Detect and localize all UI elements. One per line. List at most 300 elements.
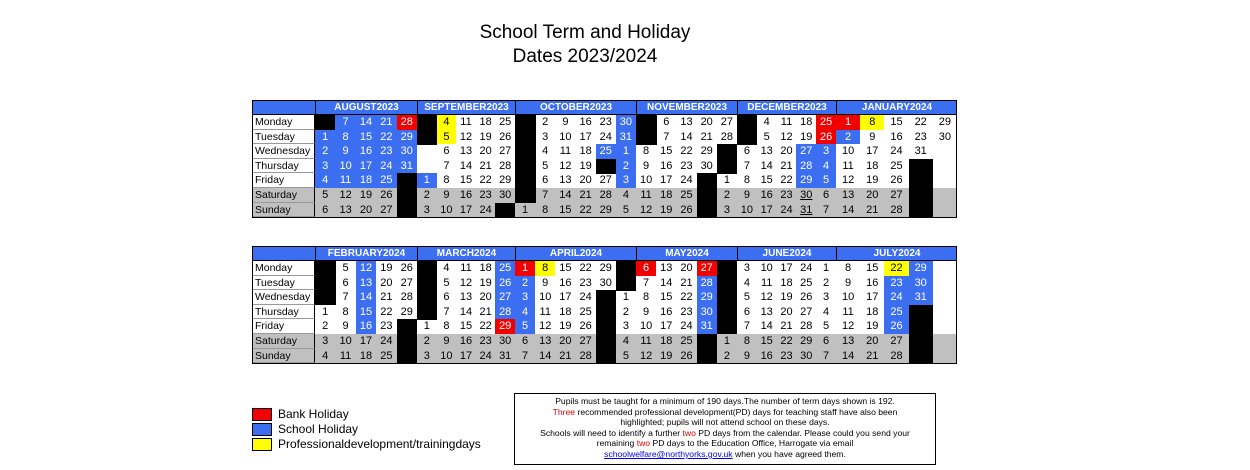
- school-holiday-date: 27: [796, 144, 816, 159]
- school-holiday-date: 9: [335, 144, 355, 159]
- date-cell: [417, 159, 437, 174]
- date-cell: 16: [890, 130, 903, 143]
- date-cell: 24: [579, 291, 592, 304]
- date-cell: 9: [342, 320, 349, 333]
- pd-day-date: 22: [884, 261, 908, 276]
- date-cell: 5: [622, 349, 629, 362]
- note-text: Schools will need to identify a further: [540, 427, 683, 438]
- blackout-cell: [909, 188, 934, 203]
- date-cell: 28: [579, 349, 592, 362]
- date-cell: 17: [660, 174, 673, 187]
- date-cell: 15: [660, 145, 673, 158]
- bank-holiday-date: 1: [836, 115, 860, 130]
- note-highlight: two: [682, 427, 696, 438]
- school-holiday-date: 30: [697, 305, 717, 320]
- school-holiday-date: 8: [335, 130, 355, 145]
- date-cell: 9: [443, 335, 450, 347]
- date-cell: 28: [890, 203, 903, 216]
- date-cell: 6: [443, 291, 450, 304]
- date-cell: 16: [459, 189, 473, 201]
- school-holiday-date: 10: [335, 159, 355, 174]
- date-cell: 26: [800, 291, 813, 304]
- date-cell: 12: [639, 349, 653, 362]
- date-cell: 24: [800, 262, 813, 274]
- school-holiday-date: 31: [697, 319, 717, 334]
- school-holiday-date: 23: [884, 276, 908, 291]
- date-cell: 26: [400, 262, 413, 274]
- date-cell: 3: [743, 262, 750, 274]
- date-cell: 9: [542, 276, 549, 289]
- bank-holiday-date: 25: [816, 115, 836, 130]
- school-holiday-date: 25: [596, 144, 616, 159]
- date-cell: 23: [680, 305, 693, 318]
- month-header: APRIL2024: [515, 246, 636, 261]
- school-holiday-date: 15: [356, 305, 376, 320]
- school-holiday-date: 29: [697, 290, 717, 305]
- date-cell: 5: [763, 130, 770, 143]
- date-cell: 6: [823, 335, 830, 347]
- date-cell: 1: [423, 320, 430, 333]
- date-cell: 25: [680, 189, 693, 201]
- date-cell: 6: [522, 335, 529, 347]
- school-holiday-date: 13: [356, 276, 376, 291]
- date-cell: 8: [743, 335, 750, 347]
- blackout-cell: [417, 290, 437, 305]
- date-cell: 22: [914, 116, 927, 128]
- school-holiday-date: 26: [495, 276, 515, 291]
- date-cell: 4: [443, 262, 450, 274]
- date-cell: 18: [866, 159, 879, 172]
- note-line: [515, 449, 935, 460]
- blackout-cell: [596, 334, 617, 349]
- blackout-cell: [596, 349, 617, 364]
- date-cell: 17: [579, 130, 592, 143]
- date-cell: 15: [890, 116, 903, 128]
- date-cell: 15: [559, 203, 572, 216]
- note-text: remaining: [596, 438, 637, 449]
- date-cell: 29: [700, 145, 713, 158]
- date-cell: 11: [559, 145, 572, 158]
- date-cell: 11: [760, 276, 773, 289]
- blackout-cell: [737, 130, 757, 145]
- date-cell: 19: [479, 276, 492, 289]
- date-cell: 25: [890, 159, 903, 172]
- school-holiday-date: 4: [315, 173, 335, 188]
- date-cell: 12: [559, 159, 572, 172]
- date-cell: 8: [443, 320, 450, 333]
- school-holiday-date: 23: [376, 144, 396, 159]
- date-cell: 19: [359, 189, 373, 201]
- date-cell: 10: [339, 335, 352, 347]
- blackout-cell: [315, 290, 336, 305]
- day-label: Sunday: [252, 349, 315, 364]
- blackout-cell: [417, 276, 437, 291]
- blackout-cell: [616, 261, 637, 276]
- date-cell: 14: [760, 320, 773, 333]
- date-cell: 6: [823, 189, 830, 201]
- date-cell: 23: [479, 335, 492, 347]
- date-cell: 4: [542, 145, 549, 158]
- date-cell: 4: [622, 189, 629, 201]
- school-holiday-date: 3: [616, 173, 636, 188]
- blackout-cell: [697, 203, 718, 218]
- school-holiday-date: 3: [315, 159, 335, 174]
- blackout-cell: [717, 305, 738, 320]
- date-cell: 2: [423, 335, 430, 347]
- date-cell: 20: [380, 276, 393, 289]
- blackout-cell: [417, 305, 437, 320]
- pd-day-date: 5: [437, 130, 457, 145]
- school-holiday-date: 29: [796, 173, 816, 188]
- blackout-cell: [397, 203, 418, 218]
- date-cell: 8: [643, 145, 650, 158]
- date-cell: 9: [743, 189, 750, 201]
- date-cell: 16: [579, 116, 592, 128]
- date-cell: 13: [539, 335, 552, 347]
- date-cell: 20: [700, 116, 713, 128]
- date-cell: 13: [680, 116, 693, 128]
- legend-label: School Holiday: [278, 422, 359, 436]
- date-cell: 6: [342, 276, 349, 289]
- blackout-cell: [417, 130, 437, 145]
- note-highlight: Three: [552, 406, 576, 417]
- date-cell: 12: [780, 130, 793, 143]
- date-cell: 24: [599, 130, 612, 143]
- date-cell: 8: [845, 262, 852, 274]
- date-cell: 2: [723, 349, 730, 362]
- day-label: Friday: [252, 173, 315, 188]
- date-cell: 20: [579, 174, 592, 187]
- legend-label: Bank Holiday: [278, 407, 349, 421]
- date-cell: 16: [660, 305, 673, 318]
- date-cell: 22: [780, 335, 793, 347]
- date-cell: 16: [760, 349, 773, 362]
- date-cell: 12: [841, 174, 855, 187]
- date-cell: 7: [542, 189, 549, 201]
- day-label: Wednesday: [252, 144, 315, 159]
- day-label: Tuesday: [252, 130, 315, 145]
- date-cell: 3: [823, 291, 830, 304]
- bank-holiday-date: 29: [495, 319, 515, 334]
- date-cell: 14: [539, 349, 552, 362]
- date-cell: 27: [400, 276, 413, 289]
- blackout-cell: [717, 144, 738, 159]
- blackout-cell: [697, 349, 718, 364]
- day-label: Saturday: [252, 188, 315, 203]
- date-cell: 9: [562, 116, 569, 128]
- date-cell: 13: [459, 145, 473, 158]
- date-cell: 3: [622, 320, 629, 333]
- date-cell: 4: [322, 349, 329, 362]
- date-cell: 20: [479, 145, 492, 158]
- school-holiday-date: 11: [335, 173, 355, 188]
- date-cell: 1: [522, 203, 529, 216]
- date-cell: 25: [800, 276, 813, 289]
- date-cell: 27: [800, 305, 813, 318]
- date-cell: 19: [380, 262, 393, 274]
- date-cell: 10: [740, 203, 754, 216]
- date-cell: 9: [643, 305, 650, 318]
- date-cell: 28: [800, 320, 813, 333]
- date-cell: 15: [866, 262, 879, 274]
- date-cell: 3: [423, 349, 430, 362]
- date-cell: 11: [460, 262, 472, 274]
- date-cell: 8: [643, 291, 650, 304]
- school-holiday-date: 25: [376, 173, 396, 188]
- date-cell: 4: [743, 276, 750, 289]
- date-cell: 22: [579, 262, 592, 274]
- date-cell: 18: [479, 116, 492, 128]
- date-cell: 21: [559, 349, 572, 362]
- date-cell: 14: [459, 159, 473, 172]
- date-cell: 23: [479, 189, 492, 201]
- date-cell: 22: [680, 291, 693, 304]
- date-cell: 5: [743, 291, 750, 304]
- date-cell: 9: [643, 159, 650, 172]
- school-holiday-date: 14: [356, 290, 376, 305]
- school-holiday-date: 29: [397, 130, 417, 145]
- date-cell: 1: [322, 305, 329, 318]
- date-cell: 22: [579, 203, 592, 216]
- date-cell: 3: [542, 130, 549, 143]
- date-cell: 25: [499, 116, 512, 128]
- pd-day-date: 4: [437, 115, 457, 130]
- date-cell: 18: [780, 276, 793, 289]
- date-cell: 20: [359, 203, 373, 216]
- legend-swatch-red: [252, 408, 272, 421]
- month-header: DECEMBER2023: [737, 100, 836, 115]
- note-text: when you have agreed them.: [732, 448, 846, 459]
- date-cell: 13: [841, 335, 855, 347]
- date-cell: 27: [380, 203, 393, 216]
- date-cell: 28: [720, 130, 734, 143]
- date-cell: 21: [780, 320, 793, 333]
- note-line: [515, 438, 935, 449]
- date-cell: 18: [800, 116, 813, 128]
- school-holiday-date: 2: [836, 130, 860, 145]
- date-cell: 7: [663, 130, 670, 143]
- date-cell: 9: [743, 349, 750, 362]
- note-line: [515, 428, 935, 439]
- date-cell: 21: [579, 189, 592, 201]
- date-cell: 25: [380, 349, 393, 362]
- blackout-cell: [397, 334, 418, 349]
- date-cell: 18: [359, 349, 373, 362]
- date-cell: 13: [559, 174, 572, 187]
- blackout-cell: [717, 261, 738, 276]
- date-cell: 2: [723, 189, 730, 201]
- date-cell: 24: [890, 145, 903, 158]
- date-cell: 3: [723, 203, 730, 216]
- date-cell: 29: [800, 335, 813, 347]
- date-cell: 17: [760, 203, 773, 216]
- month-header: NOVEMBER2023: [636, 100, 737, 115]
- date-cell: 22: [479, 174, 492, 187]
- date-cell: 17: [866, 291, 879, 304]
- date-cell: 31: [914, 145, 927, 158]
- date-cell: 17: [359, 335, 373, 347]
- date-cell: 12: [539, 320, 552, 333]
- date-cell: 12: [459, 130, 473, 143]
- school-holiday-date: 5: [816, 173, 836, 188]
- date-cell: 11: [640, 189, 652, 201]
- date-cell: 21: [780, 159, 793, 172]
- blackout-cell: [495, 203, 515, 218]
- date-cell: 14: [459, 305, 473, 318]
- date-cell: 24: [680, 320, 693, 333]
- school-holiday-date: 29: [909, 261, 933, 276]
- school-holiday-date: 24: [884, 290, 908, 305]
- school-holiday-date: 5: [515, 319, 535, 334]
- date-cell: 28: [499, 159, 512, 172]
- date-cell: 23: [914, 130, 927, 143]
- date-cell: 15: [760, 335, 773, 347]
- date-cell: 20: [866, 335, 879, 347]
- blackout-cell: [737, 115, 757, 130]
- email-link[interactable]: schoolwelfare@northyorks.gov.uk: [604, 448, 733, 459]
- date-cell: 3: [322, 335, 329, 347]
- date-cell: 21: [479, 305, 492, 318]
- school-holiday-date: 26: [884, 319, 908, 334]
- date-cell: 1: [723, 335, 730, 347]
- date-cell: 4: [823, 305, 830, 318]
- date-cell: 2: [622, 305, 629, 318]
- date-cell: 20: [479, 291, 492, 304]
- date-cell: 7: [823, 203, 830, 216]
- blackout-cell: [515, 173, 536, 188]
- blackout-cell: [397, 173, 418, 188]
- date-cell: 5: [823, 320, 830, 333]
- date-cell: 6: [743, 305, 750, 318]
- school-holiday-date: 3: [515, 290, 535, 305]
- date-cell: 7: [443, 305, 450, 318]
- date-cell: 22: [380, 305, 393, 318]
- page-title-line1: School Term and Holiday: [479, 22, 691, 43]
- school-holiday-date: 22: [376, 130, 396, 145]
- school-holiday-date: 3: [816, 144, 836, 159]
- blackout-cell: [717, 159, 738, 174]
- blackout-cell: [397, 319, 418, 334]
- date-cell: 4: [622, 335, 629, 347]
- date-cell: 23: [380, 320, 393, 333]
- date-cell: 22: [780, 174, 793, 187]
- blackout-cell: [909, 203, 934, 218]
- date-cell: 29: [400, 305, 413, 318]
- date-cell: 11: [339, 349, 352, 362]
- blackout-cell: [417, 261, 437, 276]
- note-text: PD days to the Education Office, Harrogate via email: [650, 438, 854, 449]
- date-cell: 18: [660, 189, 673, 201]
- date-cell: 28: [599, 189, 612, 201]
- date-cell: 18: [559, 305, 572, 318]
- school-holiday-date: 1: [417, 173, 437, 188]
- month-header: JULY2024: [836, 246, 957, 261]
- school-holiday-date: 17: [356, 159, 376, 174]
- date-cell: 14: [841, 203, 855, 216]
- date-cell: 24: [780, 203, 793, 216]
- blackout-cell: [515, 115, 536, 130]
- date-cell: 26: [499, 130, 512, 143]
- date-cell: 5: [443, 276, 450, 289]
- month-header: MARCH2024: [417, 246, 515, 261]
- school-holiday-date: 30: [616, 115, 636, 130]
- blackout-cell: [909, 319, 934, 334]
- date-cell: 13: [760, 145, 773, 158]
- date-cell: [417, 144, 437, 159]
- date-cell: 18: [660, 335, 673, 347]
- date-cell: 19: [780, 291, 793, 304]
- note-highlight: two: [636, 438, 651, 449]
- month-header: JUNE2024: [737, 246, 836, 261]
- school-holiday-date: 16: [356, 319, 376, 334]
- date-cell: 10: [760, 262, 773, 274]
- date-cell: 27: [499, 145, 512, 158]
- date-cell: 23: [680, 159, 693, 172]
- date-cell: 11: [842, 305, 854, 318]
- date-cell: 15: [660, 291, 673, 304]
- blackout-cell: [909, 349, 934, 364]
- date-cell: 30: [938, 130, 952, 143]
- date-cell: 30: [499, 335, 512, 347]
- date-cell: 29: [499, 174, 512, 187]
- month-header: AUGUST2023: [315, 100, 417, 115]
- day-label: Wednesday: [252, 290, 315, 305]
- school-holiday-date: 25: [495, 261, 515, 276]
- date-cell: 29: [599, 203, 612, 216]
- day-label: Saturday: [252, 334, 315, 349]
- school-holiday-date: 24: [376, 159, 396, 174]
- date-cell: 2: [542, 116, 549, 128]
- date-cell: 10: [539, 291, 552, 304]
- date-cell: 8: [342, 305, 349, 318]
- date-cell: 27: [890, 335, 903, 347]
- date-cell: 6: [542, 174, 549, 187]
- bank-holiday-date: 27: [697, 261, 717, 276]
- blackout-cell: [697, 173, 718, 188]
- date-cell: 15: [559, 262, 572, 274]
- date-cell: 6: [443, 145, 450, 158]
- date-cell: 2: [823, 276, 830, 289]
- date-cell: 12: [639, 203, 653, 216]
- date-cell: 16: [760, 189, 773, 201]
- date-cell: 7: [342, 291, 349, 304]
- school-holiday-date: 25: [884, 305, 908, 320]
- date-cell: 19: [866, 320, 879, 333]
- date-cell: 20: [780, 305, 793, 318]
- school-holiday-date: 2: [515, 276, 535, 291]
- date-cell: 12: [841, 320, 855, 333]
- date-cell: 17: [459, 203, 473, 216]
- date-cell: 24: [680, 174, 693, 187]
- school-holiday-date: 18: [356, 173, 376, 188]
- date-cell: 17: [780, 262, 793, 274]
- date-cell: 22: [479, 320, 492, 333]
- date-cell: 12: [459, 276, 473, 289]
- school-holiday-date: 16: [356, 144, 376, 159]
- date-cell: 9: [869, 130, 876, 143]
- date-cell: 21: [866, 203, 879, 216]
- month-header: MAY2024: [636, 246, 737, 261]
- school-holiday-date: 15: [356, 130, 376, 145]
- month-header: OCTOBER2023: [515, 100, 636, 115]
- school-holiday-date: 30: [909, 276, 933, 291]
- note-line: [515, 407, 935, 418]
- date-cell: 21: [700, 130, 713, 143]
- date-cell: 21: [380, 291, 393, 304]
- pd-day-date: 8: [535, 261, 555, 276]
- date-cell: 10: [841, 291, 855, 304]
- note-line: Pupils must be taught for a minimum of 190 days.The number of term days shown is 192.: [555, 396, 895, 406]
